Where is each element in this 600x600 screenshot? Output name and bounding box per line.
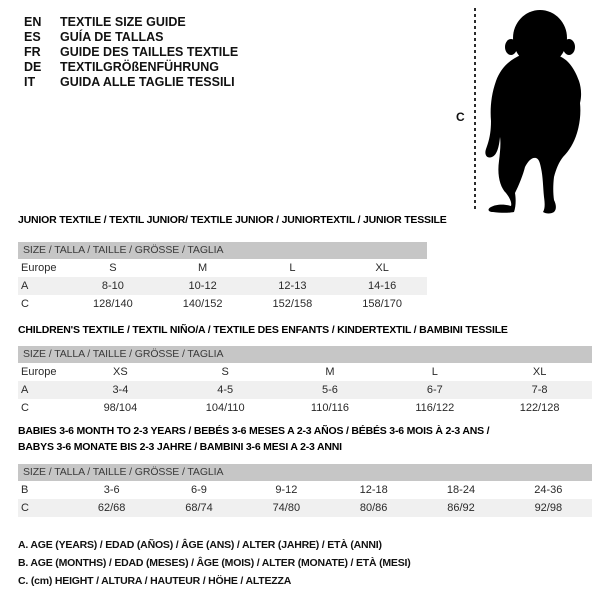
- language-code: FR: [24, 45, 41, 59]
- row-label: A: [21, 280, 29, 292]
- row-label: Europe: [21, 262, 57, 274]
- size-cell: M: [325, 366, 335, 378]
- height-dashed-line: [474, 8, 476, 209]
- language-row: [24, 75, 238, 90]
- months-cell: 24-36: [534, 484, 563, 496]
- height-cell: 158/170: [362, 298, 402, 310]
- age-cell: 14-16: [368, 280, 397, 292]
- age-cell: 8-10: [101, 280, 124, 292]
- row-label: C: [21, 402, 29, 414]
- table-row-age: [18, 381, 592, 399]
- junior-section-title: JUNIOR TEXTILE / TEXTIL JUNIOR/ TEXTILE JUNIOR / JUNIORTEXTIL / JUNIOR TESSILE: [18, 214, 447, 226]
- table-row-height: [18, 295, 427, 313]
- age-cell: 10-12: [188, 280, 217, 292]
- children-section-title: CHILDREN'S TEXTILE / TEXTIL NIÑO/A / TEXTILE DES ENFANTS / KINDERTEXTIL / BAMBINI TESSILE: [18, 324, 508, 336]
- months-cell: 9-12: [275, 484, 298, 496]
- height-cell: 62/68: [97, 502, 126, 514]
- language-row: [24, 30, 238, 45]
- language-row: [24, 60, 238, 75]
- note-height-cm: C. (cm) HEIGHT / ALTURA / HAUTEUR / HÖHE / ALTEZZA: [18, 575, 292, 587]
- babies-size-table: [18, 464, 592, 517]
- height-measure-label: C: [456, 110, 465, 124]
- height-cell: 86/92: [447, 502, 475, 514]
- age-cell: 12-13: [278, 280, 307, 292]
- language-title: GUIDE DES TAILLES TEXTILE: [60, 45, 239, 59]
- junior-size-table: [18, 242, 427, 313]
- height-cell: 122/128: [519, 402, 560, 414]
- language-code: EN: [24, 15, 42, 29]
- months-cell: 3-6: [103, 484, 120, 496]
- height-cell: 128/140: [92, 298, 133, 310]
- language-title: GUÍA DE TALLAS: [60, 30, 164, 44]
- language-title-list: [24, 15, 238, 90]
- row-label: Europe: [21, 366, 57, 378]
- size-header-bar: SIZE / TALLA / TAILLE / GRÖSSE / TAGLIA: [18, 464, 592, 481]
- table-row-height: [18, 499, 592, 517]
- table-row-months: [18, 481, 592, 499]
- height-cell: 68/74: [185, 502, 213, 514]
- babies-section-title: [18, 423, 489, 455]
- size-cell: L: [431, 366, 438, 378]
- height-cell: 152/158: [272, 298, 313, 310]
- size-cell: XL: [532, 366, 547, 378]
- language-code: DE: [24, 60, 42, 74]
- age-cell: 6-7: [426, 384, 443, 396]
- size-cell: XL: [375, 262, 389, 274]
- height-cell: 74/80: [272, 502, 301, 514]
- note-age-months: B. AGE (MONTHS) / EDAD (MESES) / ÂGE (MOIS) / ALTER (MONATE) / ETÀ (MESI): [18, 557, 411, 569]
- table-row-age: [18, 277, 427, 295]
- language-code: IT: [24, 75, 36, 89]
- size-cell: XS: [113, 366, 128, 378]
- height-cell: 98/104: [103, 402, 138, 414]
- height-cell: 80/86: [359, 502, 388, 514]
- height-cell: 92/98: [534, 502, 563, 514]
- language-row: [24, 15, 238, 30]
- months-cell: 12-18: [359, 484, 388, 496]
- size-cell: L: [289, 262, 296, 274]
- size-cell: M: [198, 262, 208, 274]
- baby-silhouette-image: [483, 9, 598, 215]
- language-code: ES: [24, 30, 41, 44]
- children-size-table: [18, 346, 592, 417]
- age-cell: 3-4: [112, 384, 129, 396]
- height-cell: 116/122: [415, 402, 455, 414]
- row-label: A: [21, 384, 29, 396]
- size-cell: S: [221, 366, 229, 378]
- language-title: GUIDA ALLE TAGLIE TESSILI: [60, 75, 235, 89]
- height-cell: 110/116: [310, 402, 350, 414]
- size-cell: S: [109, 262, 117, 274]
- row-label: C: [21, 502, 29, 514]
- row-label: B: [21, 484, 29, 496]
- legend-notes: [18, 536, 411, 590]
- age-cell: 5-6: [322, 384, 338, 396]
- language-title: TEXTILGRÖßENFÜHRUNG: [60, 60, 220, 74]
- language-title: TEXTILE SIZE GUIDE: [60, 15, 186, 29]
- height-cell: 104/110: [205, 402, 245, 414]
- babies-title-line2: BABYS 3-6 MONATE BIS 2-3 JAHRE / BAMBINI 3-6 MESI A 2-3 ANNI: [18, 441, 342, 453]
- age-cell: 7-8: [531, 384, 548, 396]
- size-header-bar: SIZE / TALLA / TAILLE / GRÖSSE / TAGLIA: [18, 242, 427, 259]
- row-label: C: [21, 298, 29, 310]
- age-cell: 4-5: [217, 384, 234, 396]
- height-cell: 140/152: [182, 298, 223, 310]
- months-cell: 18-24: [446, 484, 476, 496]
- note-age-years: A. AGE (YEARS) / EDAD (AÑOS) / ÂGE (ANS) / ALTER (JAHRE) / ETÀ (ANNI): [18, 539, 382, 551]
- table-row-europe: [18, 363, 592, 381]
- months-cell: 6-9: [191, 484, 207, 496]
- table-row-europe: [18, 259, 427, 277]
- size-header-bar: SIZE / TALLA / TAILLE / GRÖSSE / TAGLIA: [18, 346, 592, 363]
- language-row: [24, 45, 238, 60]
- babies-title-line1: BABIES 3-6 MONTH TO 2-3 YEARS / BEBÉS 3-6 MESES A 2-3 AÑOS / BÉBÉS 3-6 MOIS À 2-3 ANS /: [18, 425, 490, 437]
- table-row-height: [18, 399, 592, 417]
